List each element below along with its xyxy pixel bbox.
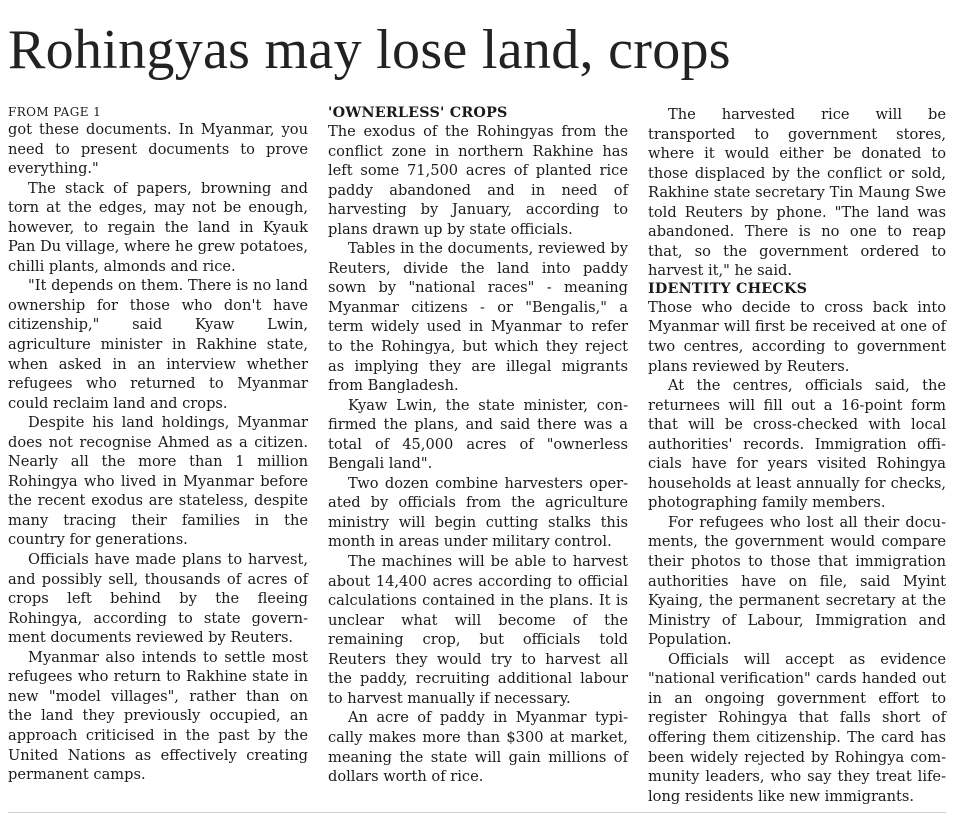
paragraph: Tables in the documents, reviewed by Reuters, divide the land into paddy sown by "national races" - meaning Myanmar citizens - or "Bengalis," a term widely used in Myanmar to refer to the Rohingya, but which they reject as implying they are illegal migrants from Bangladesh. [328,240,628,395]
paragraph: The machines will be able to harvest about 14,400 acres according to official calculations contained in the plans. It is unclear what will become of the remaining crop, but officials told Reuters they would try to harvest all the paddy, recruiting additional labour to harvest manually if necessary. [328,553,628,707]
continuation-label: FROM PAGE 1 [8,105,102,119]
paragraph: Kyaw Lwin, the state minister, confirmed the plans, and said there was a total of 45,000 acres of "ownerless Bengali land". [328,396,628,473]
article-column-2 [328,105,628,787]
paragraph: The exodus of the Rohingyas from the conflict zone in northern Rakhine has left some 71,500 acres of planted rice paddy abandoned and in need of harvesting by January, according to plans drawn up by state officials. [328,123,628,238]
paragraph: Officials have made plans to harvest, and possibly sell, thousands of acres of crops left behind by the fleeing Rohingya, according to state government documents reviewed by Reuters. [8,551,308,647]
paragraph: got these documents. In Myanmar, you need to present documents to prove everything." [8,121,308,178]
paragraph: The harvested rice will be transported to government stores, where it would either be donated to those displaced by the conflict or sold, Rakhine state secretary Tin Maung Swe told Reuters by phone. "The land was abandoned. There is no one to reap that, so the government ordered to harvest it," he said. [648,106,946,280]
headline: Rohingyas may lose land, crops [8,19,731,81]
paragraph: "It depends on them. There is no land ownership for those who don't have citizenship," said Kyaw Lwin, agriculture minister in Rakhine state, when asked in an interview whether refugees who returned to Myanmar could reclaim land and crops. [8,277,308,412]
paragraph: Those who decide to cross back into Myanmar will first be received at one of two centres, according to government plans reviewed by Reuters. [648,298,946,375]
article-column-3 [648,105,946,806]
paragraph: The stack of papers, browning and torn at the edges, may not be enough, however, to regain the land in Kyauk Pan Du village, where he grew potatoes, chilli plants, almonds and rice. [8,179,308,275]
section-subhead: 'OWNERLESS' CROPS [328,105,508,121]
section-subhead: IDENTITY CHECKS [648,280,808,297]
paragraph: Officials will accept as evidence "national verification" cards handed out in an ongoing government effort to register Rohingya that falls short of offering them citizenship. The card has been widely rejected by Rohingya community leaders, who say they treat lifelong residents like new immigrants. [648,650,946,805]
paragraph: Myanmar also intends to settle most refugees who return to Rakhine state in new "model villages", rather than on the land they previously occupied, an approach criticised in the past by the United Nations as effectively creating permanent camps. [8,648,308,784]
paragraph: For refugees who lost all their documents, the government would compare their photos to those that immigration authorities have on file, said Myint Kyaing, the permanent secretary at the Ministry of Labour, Immigration and Population. [648,513,946,649]
page-bottom-rule [8,812,946,813]
paragraph: Despite his land holdings, Myanmar does not recognise Ahmed as a citizen. Nearly all the more than 1 million Rohingya who lived in Myanmar before the recent exodus are stateless, despite many tracing their families in the country for generations. [8,414,308,549]
article-column-1 [8,105,308,785]
paragraph: At the centres, officials said, the returnees will fill out a 16-point form that will be cross-checked with local authorities' records. Immigration officials have for years visited Rohingya households at least annually for checks, photographing family members. [648,377,946,512]
paragraph: Two dozen combine harvesters operated by officials from the agriculture ministry will begin cutting stalks this month in areas under military control. [328,474,628,551]
paragraph: An acre of paddy in Myanmar typically makes more than $300 at market, meaning the state will gain millions of dollars worth of rice. [328,709,628,786]
